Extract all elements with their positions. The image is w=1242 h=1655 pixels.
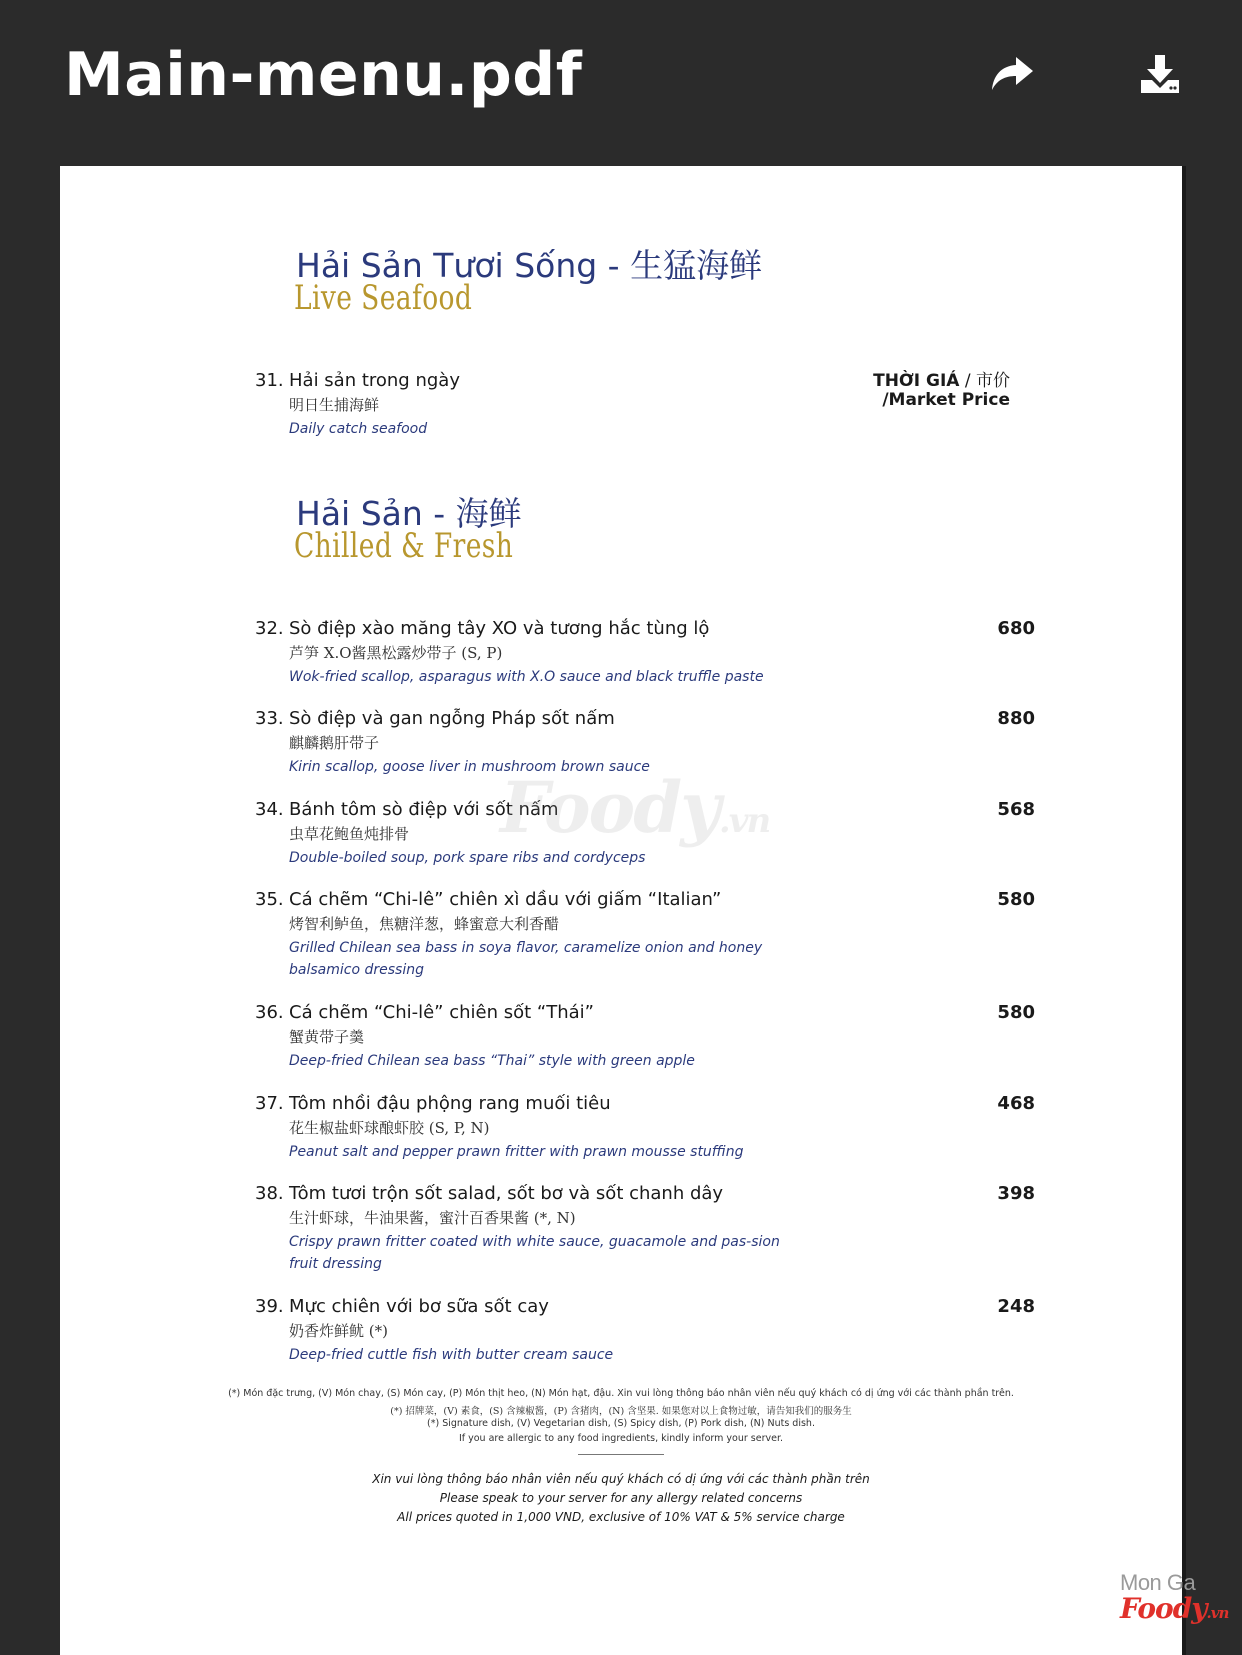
share-icon — [989, 54, 1035, 94]
foody-watermark: Foody.vn — [500, 766, 770, 849]
item-name-en: Peanut salt and pepper prawn fritter with prawn mousse stuffing — [289, 1144, 744, 1160]
section-title-chilled-fresh: Hải Sản - 海鲜 — [296, 494, 522, 533]
document-title: Main-menu.pdf — [64, 40, 583, 110]
share-button[interactable] — [984, 46, 1040, 102]
item-name-cn: 生汁虾球，牛油果酱，蜜汁百香果酱 (*, N) — [289, 1209, 576, 1227]
item-name-vn: Tôm tươi trộn sốt salad, sốt bơ và sốt chanh dây — [289, 1183, 724, 1204]
item-price: 880 — [997, 708, 1035, 729]
item-number: 37. — [255, 1093, 284, 1114]
legend-en: (*) Signature dish, (V) Vegetarian dish, (S) Spicy dish, (P) Pork dish, (N) Nuts dish. — [427, 1418, 815, 1429]
item-name-en: Crispy prawn fritter coated with white sauce, guacamole and pas-sion fruit dressing — [289, 1234, 780, 1272]
item-name-vn: Tôm nhồi đậu phộng rang muối tiêu — [289, 1093, 611, 1114]
item-number: 39. — [255, 1296, 284, 1317]
item-name-vn: Sò điệp và gan ngỗng Pháp sốt nấm — [289, 708, 615, 729]
item-number: 33. — [255, 708, 284, 729]
item-name-vn: Cá chẽm “Chi-lê” chiên sốt “Thái” — [289, 1002, 594, 1023]
allergy-note-en: Please speak to your server for any allergy related concerns — [439, 1491, 803, 1505]
allergy-note-vn: Xin vui lòng thông báo nhân viên nếu quý khách có dị ứng với các thành phần trên — [372, 1472, 870, 1486]
section-subtitle-chilled-fresh: Chilled & Fresh — [294, 526, 514, 566]
item-number: 36. — [255, 1002, 284, 1023]
item-name-en: Daily catch seafood — [289, 421, 428, 437]
section-title-live-seafood: Hải Sản Tươi Sống - 生猛海鲜 — [296, 246, 763, 285]
item-name-en: Wok-fried scallop, asparagus with X.O sauce and black truffle paste — [289, 669, 764, 685]
download-button[interactable] — [1132, 46, 1188, 102]
item-name-cn: 蟹黄带子羹 — [289, 1028, 365, 1046]
item-name-cn: 明日生捕海鲜 — [289, 396, 380, 414]
item-name-vn: Bánh tôm sò điệp với sốt nấm — [289, 799, 559, 820]
item-name-en: Double-boiled soup, pork spare ribs and cordyceps — [289, 850, 646, 866]
section-subtitle-live-seafood: Live Seafood — [294, 278, 473, 318]
market-price-label: THỜI GIÁ / 市价 — [873, 371, 1010, 391]
item-number: 32. — [255, 618, 284, 639]
legend-vn: (*) Món đặc trưng, (V) Món chay, (S) Món cay, (P) Món thịt heo, (N) Món hạt, đậu. Xin vui lòng thông báo nhân viên nếu quý khách có dị ứng với các thành phần trên. — [228, 1388, 1014, 1399]
legend-en-allergy: If you are allergic to any food ingredients, kindly inform your server. — [458, 1433, 784, 1444]
item-name-vn: Hải sản trong ngày — [289, 370, 460, 391]
item-name-en: Kirin scallop, goose liver in mushroom brown sauce — [289, 759, 650, 775]
item-name-en: Grilled Chilean sea bass in soya flavor, caramelize onion and honey balsamico dressing — [289, 940, 763, 978]
item-name-cn: 烤智利鲈鱼，焦糖洋葱，蜂蜜意大利香醋 — [289, 915, 560, 933]
item-name-vn: Cá chẽm “Chi-lê” chiên xì dầu với giấm “Italian” — [289, 889, 722, 910]
item-price: 580 — [997, 889, 1035, 910]
download-icon — [1139, 53, 1181, 95]
item-name-vn: Mực chiên với bơ sữa sốt cay — [289, 1296, 549, 1317]
item-number: 31. — [255, 370, 284, 391]
item-name-cn: 奶香炸鲜鱿 (*) — [289, 1322, 388, 1340]
divider — [578, 1454, 664, 1455]
item-name-cn: 麒麟鹅肝带子 — [289, 734, 380, 752]
item-number: 38. — [255, 1183, 284, 1204]
item-name-vn: Sò điệp xào măng tây XO và tương hắc tùng lộ — [289, 618, 710, 639]
market-price-label-en: /Market Price — [882, 390, 1010, 410]
brand-caption: Mon Ga — [1120, 1570, 1196, 1595]
item-price: 468 — [997, 1093, 1035, 1114]
item-name-cn: 花生椒盐虾球酿虾胶 (S, P, N) — [289, 1119, 490, 1137]
item-name-cn: 芦笋 X.O酱黑松露炒带子 (S, P) — [289, 644, 503, 662]
legend-cn: (*) 招牌菜，(V) 素食，(S) 含辣椒酱，(P) 含猪肉，(N) 含坚果. 如果您对以上食物过敏，请告知我们的服务生 — [390, 1406, 852, 1417]
item-price: 248 — [997, 1296, 1035, 1317]
item-name-cn: 虫草花鲍鱼炖排骨 — [289, 825, 410, 843]
item-number: 34. — [255, 799, 284, 820]
item-name-en: Deep-fried cuttle fish with butter cream sauce — [289, 1347, 614, 1363]
item-number: 35. — [255, 889, 284, 910]
pdf-page[interactable] — [60, 166, 1182, 1655]
item-price: 580 — [997, 1002, 1035, 1023]
item-price: 680 — [997, 618, 1035, 639]
corner-brand-watermark — [1120, 1570, 1240, 1625]
item-price: 398 — [997, 1183, 1035, 1204]
item-price: 568 — [997, 799, 1035, 820]
foody-logo: Foody.vn — [1120, 1592, 1229, 1625]
viewer-toolbar — [0, 0, 1242, 160]
item-name-en: Deep-fried Chilean sea bass “Thai” style with green apple — [289, 1053, 695, 1069]
price-note: All prices quoted in 1,000 VND, exclusive of 10% VAT & 5% service charge — [397, 1510, 845, 1524]
